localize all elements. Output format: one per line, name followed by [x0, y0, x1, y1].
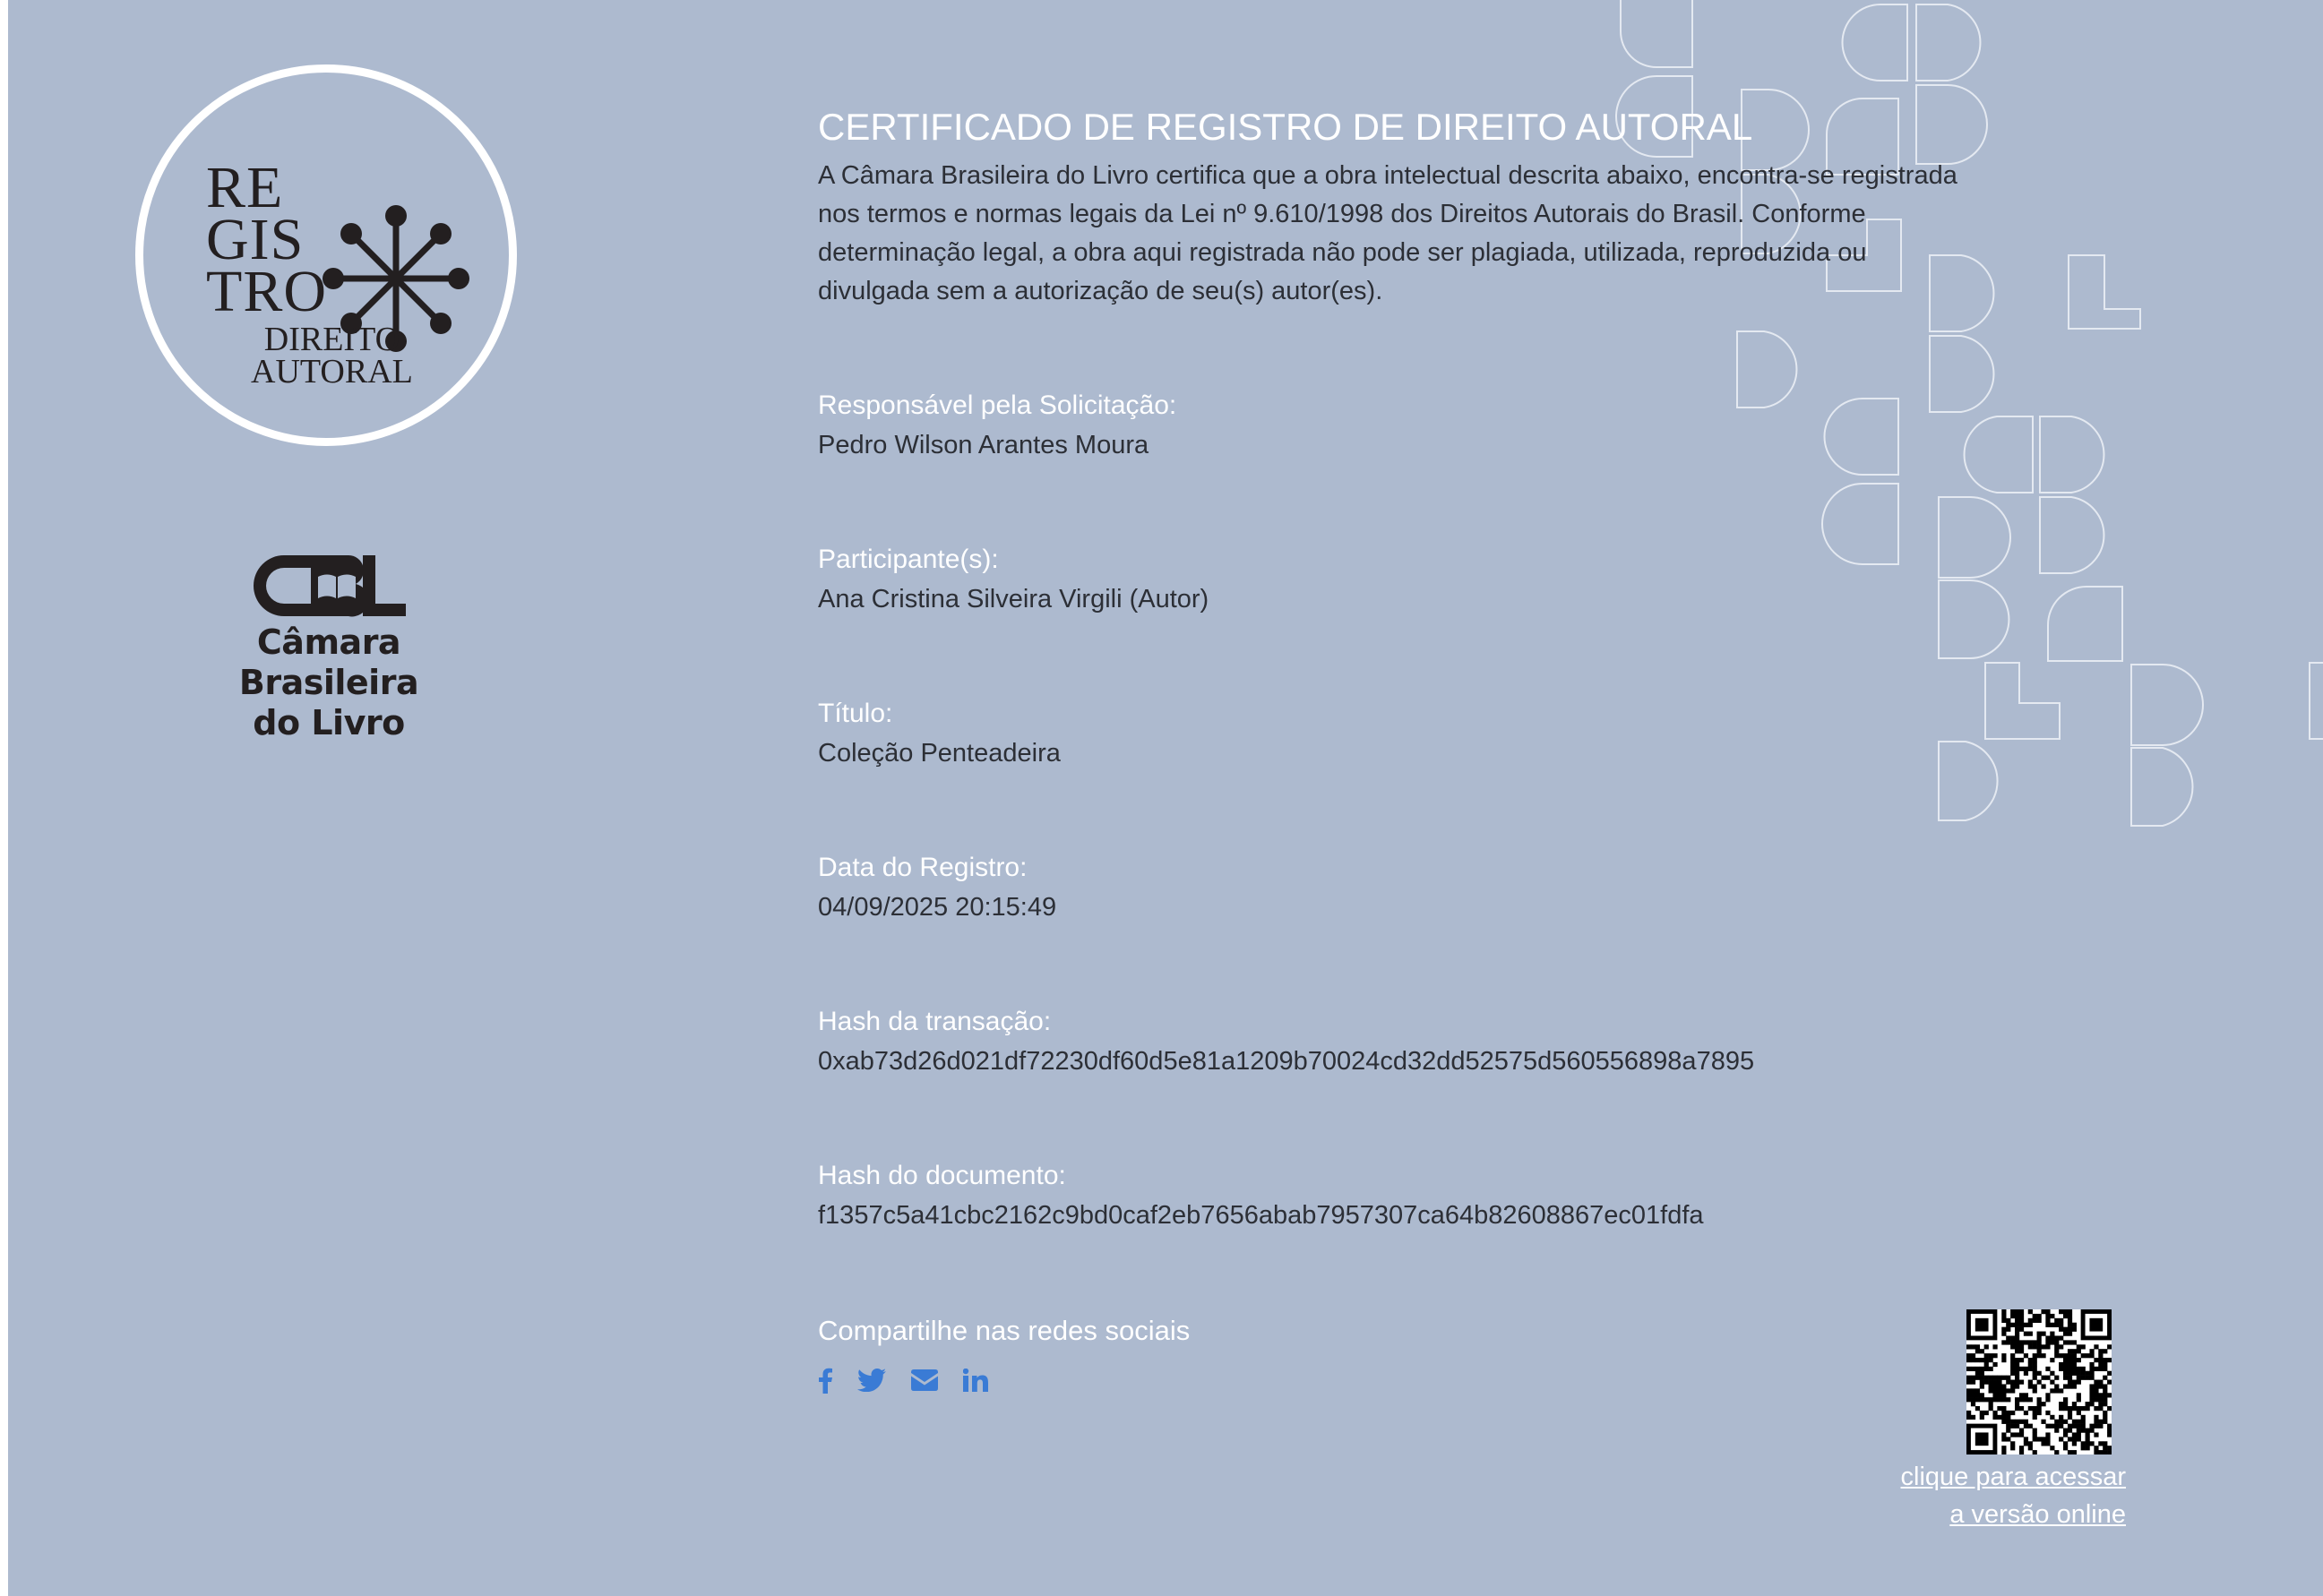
social-share-bar — [818, 1367, 988, 1398]
online-link-line2[interactable]: a versão online — [1949, 1500, 2126, 1529]
cbl-logo — [221, 553, 436, 743]
facebook-icon[interactable] — [818, 1367, 832, 1398]
seal-line-direito: DIREITO — [263, 321, 400, 358]
participantes-value: Ana Cristina Silveira Virgili (Autor) — [818, 585, 1209, 614]
seal-subtitle — [251, 323, 413, 388]
qr-code-graphic — [1966, 1309, 2112, 1454]
linkedin-icon[interactable] — [963, 1369, 988, 1396]
hash-documento-value: f1357c5a41cbc2162c9bd0caf2eb7656abab7957307ca64b82608867ec01fdfa — [818, 1201, 1704, 1230]
titulo-label: Título: — [818, 699, 893, 728]
qr-code[interactable] — [1966, 1309, 2112, 1454]
hash-transacao-value: 0xab73d26d021df72230df60d5e81a1209b70024cd32dd52575d560556898a7895 — [818, 1047, 1755, 1076]
hash-transacao-label: Hash da transação: — [818, 1007, 1052, 1036]
certificate-page — [8, 0, 2323, 1596]
seal-line-gis: GIS — [206, 207, 305, 272]
registro-seal-logo — [135, 64, 517, 446]
responsavel-value: Pedro Wilson Arantes Moura — [818, 431, 1149, 459]
certificate-title: CERTIFICADO DE REGISTRO DE DIREITO AUTORAL — [818, 106, 1753, 148]
cbl-name — [221, 622, 436, 743]
seal-line-autoral: AUTORAL — [251, 353, 413, 390]
cbl-mark-icon — [252, 553, 406, 618]
titulo-value: Coleção Penteadeira — [818, 739, 1061, 768]
seal-line-tro: TRO — [206, 259, 327, 324]
cbl-name-line2: Brasileira — [238, 663, 419, 702]
data-registro-value: 04/09/2025 20:15:49 — [818, 893, 1057, 922]
online-link-line1[interactable]: clique para acessar — [1900, 1463, 2126, 1491]
data-registro-label: Data do Registro: — [818, 853, 1028, 882]
cbl-name-line1: Câmara — [256, 622, 401, 662]
seal-line-re: RE — [206, 155, 284, 220]
participantes-label: Participante(s): — [818, 545, 999, 574]
responsavel-label: Responsável pela Solicitação: — [818, 390, 1177, 420]
share-label: Compartilhe nas redes sociais — [818, 1315, 1191, 1346]
certificate-intro: A Câmara Brasileira do Livro certifica que a obra intelectual descrita abaixo, encontra-se registrada nos termos e normas legais da Lei nº 9.610/1998 dos Direitos Autorais do Brasil. Conforme determinação legal, a obra aqui registrada não pode ser plagiada, utilizada, reproduzida ou divulgada sem a autorização de seu(s) autor(es). — [818, 161, 1957, 305]
hash-documento-label: Hash do documento: — [818, 1161, 1066, 1190]
twitter-icon[interactable] — [857, 1369, 886, 1396]
email-icon[interactable] — [911, 1369, 938, 1395]
cbl-name-line3: do Livro — [253, 703, 405, 742]
online-version-link[interactable] — [1791, 1458, 2126, 1533]
seal-title — [206, 155, 327, 324]
